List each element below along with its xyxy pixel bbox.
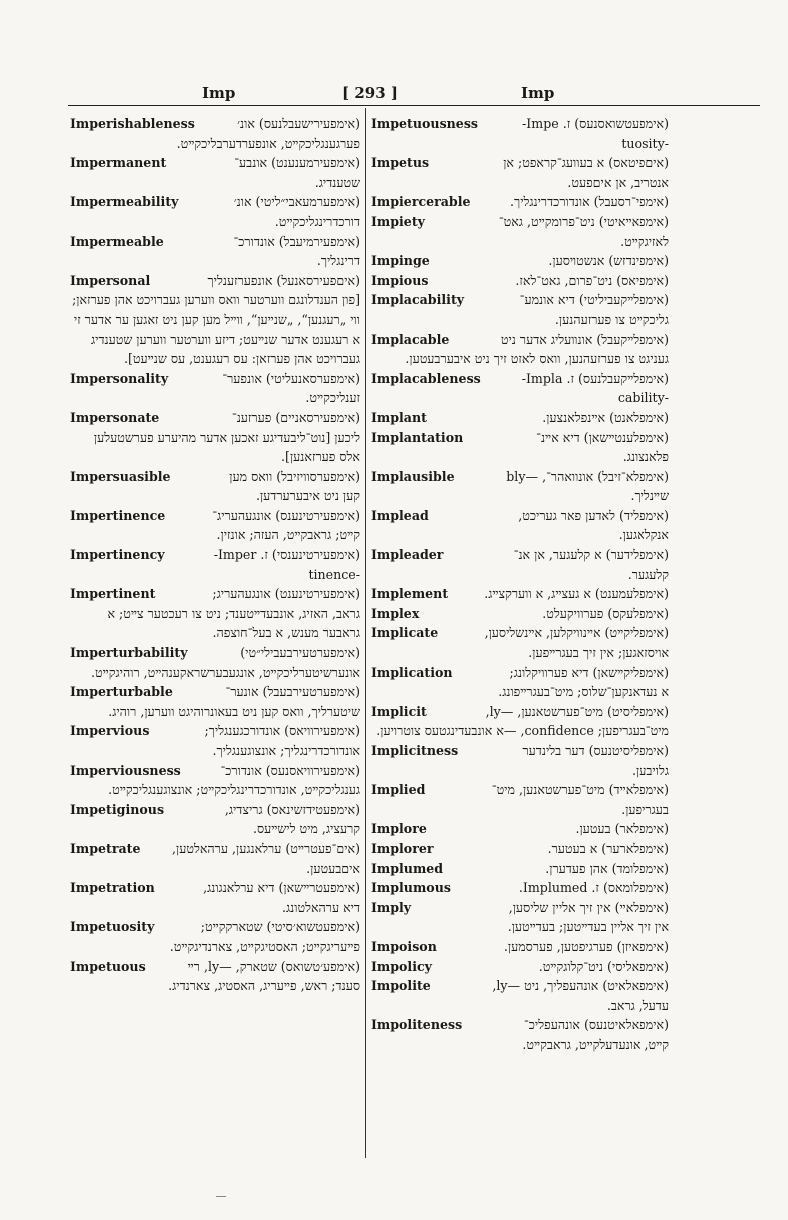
definition: (אימפלומאס) ז. Implumed. — [518, 880, 669, 896]
definition-continuation: א נעדאנקען־שלוס; מיט־בעגרײפונג. — [498, 684, 669, 700]
headword: Impertinent — [70, 586, 156, 602]
dictionary-entry — [371, 290, 669, 329]
definition: (אימפעטשוא׳סיטי) שטארקקײט; — [200, 919, 360, 935]
dictionary-entry — [70, 800, 360, 839]
definition: (אימפאלאיטנעס) אונהעפליכ־ — [523, 1017, 669, 1033]
dictionary-entry — [70, 584, 360, 643]
dictionary-entry — [70, 153, 360, 192]
definition: (אימפלארער) א בעטער. — [547, 840, 669, 856]
headword: Impersonate — [70, 409, 160, 425]
headword: Implex — [371, 605, 420, 621]
dictionary-entry — [70, 545, 360, 584]
definition: (אימפעירטינענסי) ז. Imper- — [213, 547, 360, 563]
definition-continuation: אויסזאגען; אין זיך בעגרײפען. — [528, 645, 669, 661]
definition-continuation: אונערשיטערליכקײט, אונגעבערשראקענהײט, רוהיגקײט. — [91, 664, 360, 680]
definition: (אימפלענטײשאן) דיא אײנ־ — [536, 429, 669, 445]
definition: (אימפליסיט) מיט־פערשטאנען, —ly, — [485, 703, 669, 719]
definition-continuation: -tinence — [308, 566, 360, 582]
definition: (אימפעירטינענט) אונגעהעריג; — [212, 586, 360, 602]
definition: (אימפעטשואסנעס) ז. Impe- — [522, 116, 669, 131]
dictionary-entry — [371, 663, 669, 702]
dictionary-entry — [371, 604, 669, 624]
dictionary-entry — [371, 859, 669, 879]
definition: (אימפעטרײשאן) דיא ערלאנגונג, — [203, 880, 360, 896]
definition-continuation: אנטריב, אן איםפעט. — [567, 174, 669, 190]
definition: (אימפלײקעבל) אונװעליג אדער ניט — [500, 331, 669, 347]
definition-continuation: אין זיך אליין בעדײטען; בעדײטען. — [507, 919, 669, 935]
headword: Impleader — [371, 547, 444, 563]
headword: Impersonality — [70, 370, 169, 386]
headword: Impetration — [70, 880, 155, 896]
dictionary-entry — [371, 878, 669, 898]
definition-continuation: גליכקײט צו פערזעהנען. — [554, 311, 669, 327]
dictionary-entry — [371, 898, 669, 937]
headword: Impermeability — [70, 194, 179, 210]
headword: Implantation — [371, 429, 464, 445]
dictionary-entry — [371, 251, 669, 271]
headword: Implicit — [371, 703, 427, 719]
dictionary-entry — [371, 780, 669, 819]
definition: (אימפערסוויזיבל) וואס מען — [229, 468, 360, 484]
dictionary-entry — [70, 506, 360, 545]
headword: Impersonal — [70, 272, 151, 288]
definition-continuation: אונדורכדרינגליך; אונצוגענגליך. — [212, 743, 360, 758]
running-head-right: Imp — [521, 84, 555, 102]
headword: Implacability — [371, 292, 465, 308]
definition: (אים־פעטרײט) ערלאנגען, ערהאלטען, — [172, 840, 360, 856]
headword: Impertinency — [70, 547, 165, 563]
headword: Impetus — [371, 155, 430, 171]
dictionary-entry — [70, 408, 360, 467]
dictionary-entry — [371, 702, 669, 741]
dictionary-entry — [371, 271, 669, 291]
definition: (איםפיטאס) א בעוועג־קראפט; אן — [503, 155, 669, 171]
definition: (אימפלעקס) פערוויקעלט. — [542, 605, 669, 621]
headword: Impertinence — [70, 507, 166, 523]
definition: (אימפאיזן) פערגיפטען, פערסמען. — [503, 938, 669, 954]
headword: Impetuous — [70, 958, 146, 974]
left-column — [70, 114, 360, 1169]
definition-continuation: גלויבען. — [632, 762, 669, 778]
dictionary-entry — [70, 467, 360, 506]
definition-continuation: מיט־בעגריפען; confidence, —א אונבעדינגטעס צוטרויען. — [376, 723, 669, 739]
dictionary-entry — [371, 937, 669, 957]
headword: Implicitness — [371, 743, 459, 758]
headword: Impolite — [371, 978, 431, 994]
headword: Implication — [371, 664, 453, 680]
definition-continuation: דורכדרינגליכקײט. — [274, 213, 360, 229]
headword: Impersuasible — [70, 468, 171, 484]
definition-continuation: לאזיגקײט. — [620, 233, 669, 249]
headword: Imperishableness — [70, 116, 195, 131]
headword: Implore — [371, 821, 427, 837]
definition: (אימפעירסאניים) פערזענ־ — [231, 409, 360, 425]
definition: (אימפלעמענט) א געצײג, א ווערקצײג. — [484, 586, 669, 602]
headword: Implumed — [371, 860, 444, 876]
headword: Impolicy — [371, 958, 432, 974]
header-rule — [68, 105, 760, 106]
column-divider — [365, 108, 366, 1158]
headword: Implied — [371, 782, 426, 798]
definition-continuation: דרינגליך. — [316, 253, 360, 269]
definition: (אימפליד) לאדען פאר געריכט, — [518, 507, 669, 523]
headword: Impervious — [70, 723, 150, 739]
dictionary-entry — [70, 114, 360, 153]
definition-continuation: שײנליך. — [630, 488, 669, 504]
definition: (אימפלומד) אהן פעדערן. — [545, 860, 669, 876]
dictionary-entry — [371, 584, 669, 604]
definition-continuation: קען ניט איבערערדען. — [255, 488, 360, 504]
dictionary-entry — [371, 545, 669, 584]
definition-continuation: פײעריגקײט; האסטיגקײט, צארנדיגקײט. — [169, 938, 360, 954]
definition-continuation: קײט; גראבקײט, העזה; אונזין. — [216, 527, 360, 543]
headword: Imperturbability — [70, 645, 188, 661]
definition: (אימפאלאיט) אונהעפליך, ניט —ly, — [492, 978, 669, 994]
definition-continuation: גראב, האזיג, אונבעדײטענד; ניט צו רעכטער צײט; א גראבער מענש, א בעל־חוצפה. — [107, 605, 360, 641]
definition: (אימפלא־זיבל) אונוואהר־, —bly — [506, 468, 669, 484]
dictionary-entry — [70, 643, 360, 682]
definition: (אימפעירמענענט) אונבע־ — [234, 155, 360, 171]
definition: (אימפלאײ) אין זיך אליין שליסען, — [508, 899, 669, 915]
right-column — [371, 114, 669, 1169]
definition: (אימפליקײשאן) דיא פערוויקלונג; — [509, 664, 669, 680]
headword: Impermeable — [70, 233, 164, 249]
dictionary-entry — [371, 741, 669, 780]
definition-continuation: קײט, אונעדעלקײט, גראבקײט. — [522, 1036, 669, 1052]
dictionary-entry — [371, 408, 669, 428]
definition: (אימפערטעירבעבילי״טי) — [240, 645, 360, 661]
definition-continuation: עדעל, גראב. — [606, 997, 669, 1013]
headword: Implacableness — [371, 370, 481, 386]
definition-continuation: דיא ערהאלטונג. — [281, 899, 360, 915]
definition: (אימפאליסי) ניט־קלוגקײט. — [538, 958, 669, 974]
headword: Impetrate — [70, 840, 141, 856]
headword: Imply — [371, 899, 412, 915]
definition-continuation: -cability — [617, 390, 669, 406]
headword: Impinge — [371, 253, 430, 269]
dictionary-entry — [70, 232, 360, 271]
headword: Implausible — [371, 468, 455, 484]
dictionary-entry — [70, 761, 360, 800]
definition-continuation: ליכען [נוט־ליבעדיגע זאכען אדער מהיערע פערשטעלען אלס פערזאנען]. — [93, 429, 360, 465]
definition-continuation: בעגריפען. — [621, 801, 669, 817]
dictionary-entry — [371, 192, 669, 212]
definition-continuation: קרעציג, מיט לישײעס. — [252, 821, 360, 837]
headword: Impiercerable — [371, 194, 471, 210]
definition: (אימפעירטינענס) אונגעהעריג־ — [212, 507, 360, 523]
definition-continuation: שיטערליך, וואס קען ניט בעאונרוהיגט ווערען, רוהיג. — [108, 703, 360, 719]
definition: (אימפליקײט) אײנוויקלען, אײנשליסען, — [484, 625, 669, 641]
definition-continuation: גענגליכקײט, אונדורכדרינגליכקײט; אונצוגענגליכקײט. — [108, 782, 360, 798]
definition-continuation: סענד; ראש, פײעריג, האסטיג, צארנדיג. — [168, 978, 360, 994]
definition: (אימפאײאיטי) ניט־פרומקײט, גאט־ — [498, 213, 669, 229]
definition-continuation: -tuosity — [621, 135, 669, 151]
definition: (אימפעירוויאסנעס) אונדורכ־ — [220, 762, 360, 778]
definition-continuation: שטענדיג. — [314, 174, 360, 190]
headword: Impetuosity — [70, 919, 155, 935]
definition-continuation: פערגענגליכקײט, אונפערדערבליכקײט. — [176, 135, 360, 151]
headword: Implement — [371, 586, 449, 602]
definition: (אימפלײקעבלנעס) ז. Impla- — [521, 370, 669, 386]
definition-continuation: זענליכקײט. — [305, 390, 360, 406]
definition: (אימפליסיטנעס) דער בלינדער — [522, 743, 669, 758]
definition: (אימפעירישעבלנעס) אונ׳ — [237, 116, 360, 131]
headword: Impious — [371, 272, 429, 288]
definition: (אימפלאײד) מיט־פערשטאנען, מיט־ — [491, 782, 669, 798]
dictionary-entry — [371, 839, 669, 859]
definition: (אימפלאר) בעטען. — [575, 821, 669, 837]
dictionary-entry — [371, 369, 669, 408]
running-head-left: Imp — [202, 84, 236, 102]
dictionary-entry — [371, 1015, 669, 1054]
definition: (אימפערסאנעליטי) אונפער־ — [222, 370, 360, 386]
headword: Impetiginous — [70, 801, 165, 817]
page-number: [ 293 ] — [342, 84, 398, 102]
dictionary-entry — [70, 721, 360, 760]
definition-continuation: אנקלאגען. — [618, 527, 669, 543]
dictionary-entry — [371, 330, 669, 369]
dictionary-entry — [371, 976, 669, 1015]
definition: (אימפלידער) א קלעגער, אן אנ־ — [513, 547, 669, 563]
headword: Implacable — [371, 331, 450, 347]
definition-continuation: געניגט צו פערזעהנען, וואס לאזט זיך ניט איבערבעטען. — [405, 351, 669, 367]
dictionary-entry — [70, 369, 360, 408]
headword: Implant — [371, 409, 427, 425]
dictionary-entry — [70, 839, 360, 878]
definition-continuation: קלעגער. — [627, 566, 669, 582]
dictionary-entry — [70, 682, 360, 721]
definition: (אימפערטעירבעבל) אונער־ — [225, 684, 360, 700]
definition-continuation: איםבעטען. — [306, 860, 360, 876]
footer-mark — [216, 1196, 226, 1197]
dictionary-entry — [70, 917, 360, 956]
dictionary-entry — [70, 957, 360, 996]
dictionary-entry — [371, 212, 669, 251]
dictionary-entry — [70, 878, 360, 917]
dictionary-entry — [371, 819, 669, 839]
definition-continuation: [פון הענדלונגם ווערטער וואס ווערען געברויכט אהן פערזאן; ווי „רעגנען“, „שנײען“, ווײל מען קען ניט זאגען ער אדער זי א רעגענט אדער שנײעט; דיזע ווערטער ווערען שטענדיג געברויכט אהן פערזאן: עס רעגענט, עס שנײעט]. — [72, 292, 360, 367]
dictionary-entry — [70, 271, 360, 369]
definition: (אימפלאנט) אײנפלאנצען. — [542, 409, 669, 425]
headword: Implumous — [371, 880, 451, 896]
definition: (איםפעירסאנעל) אונפערזענליך — [207, 272, 360, 288]
headword: Impetuousness — [371, 116, 479, 131]
definition-continuation: פלאנצונג. — [622, 449, 669, 465]
definition: (אימפעירמיעבל) אונדורכ־ — [233, 233, 360, 249]
headword: Impoison — [371, 938, 437, 954]
headword: Implorer — [371, 840, 434, 856]
headword: Impoliteness — [371, 1017, 463, 1033]
dictionary-entry — [70, 192, 360, 231]
headword: Imperturbable — [70, 684, 173, 700]
definition: (אימפיאס) ניט־פרום, גאט־לאז. — [515, 272, 669, 288]
dictionary-entry — [371, 153, 669, 192]
definition: (אימפלײקעביליטי) דיא אונמע־ — [519, 292, 669, 308]
dictionary-entry — [371, 114, 669, 153]
headword: Implicate — [371, 625, 439, 641]
headword: Implead — [371, 507, 429, 523]
dictionary-entry — [371, 428, 669, 467]
headword: Imperviousness — [70, 762, 181, 778]
headword: Impermanent — [70, 155, 167, 171]
definition: (אימפי־רסעבל) אונדורכדרינגליך. — [510, 194, 669, 210]
dictionary-entry — [371, 623, 669, 662]
dictionary-entry — [371, 467, 669, 506]
definition: (אימפעטידזשינאס) גריצדיג, — [224, 801, 360, 817]
definition: (אימפעירוויאס) אונדורכגענגליך; — [204, 723, 360, 739]
definition: (אימפינדזש) אנשטױסען. — [548, 253, 669, 269]
dictionary-entry — [371, 957, 669, 977]
definition: (אימפע׳טשואס) שטארק, —ly, רײ — [187, 958, 360, 974]
definition: (אימפערמעאבי״ליטי) אונ׳ — [233, 194, 360, 210]
headword: Impiety — [371, 213, 425, 229]
dictionary-entry — [371, 506, 669, 545]
